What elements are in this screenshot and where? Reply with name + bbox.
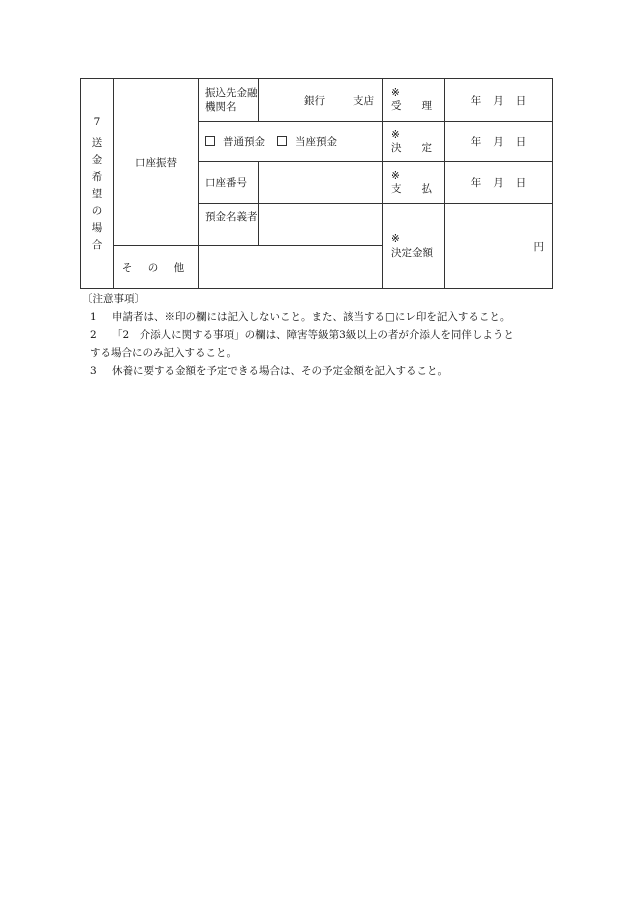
receipt-date-field: 年 月 日 bbox=[445, 79, 553, 122]
current-deposit-label: 当座預金 bbox=[295, 136, 337, 148]
other-label: そ の 他 bbox=[114, 246, 199, 289]
section-title-char: 金 bbox=[91, 153, 103, 166]
decision-date-field: 年 月 日 bbox=[445, 122, 553, 162]
account-number-field[interactable] bbox=[259, 162, 383, 204]
account-holder-field[interactable] bbox=[259, 204, 383, 246]
decided-amount-field bbox=[445, 204, 553, 289]
kome-mark: ※ bbox=[391, 233, 400, 245]
section-title-char: 場 bbox=[91, 221, 103, 234]
ordinary-deposit-label: 普通預金 bbox=[223, 136, 265, 148]
method-label: 口座振替 bbox=[114, 79, 199, 246]
bank-suffix: 銀行 bbox=[304, 94, 325, 107]
kome-mark: ※ bbox=[391, 169, 400, 182]
notes-section bbox=[82, 290, 562, 380]
notes-heading: 〔注意事項〕 bbox=[82, 293, 145, 305]
kome-mark: ※ bbox=[391, 87, 400, 99]
other-field[interactable] bbox=[199, 246, 383, 289]
kome-mark: ※ bbox=[391, 128, 400, 141]
current-deposit-checkbox[interactable] bbox=[277, 136, 287, 146]
payment-label: ※ 支 払 bbox=[383, 162, 445, 204]
decision-label: ※ 決 定 bbox=[383, 122, 445, 162]
note-item: 3 休養に要する金額を予定できる場合は、その予定金額を記入すること。 bbox=[90, 365, 448, 377]
section-number: 7 bbox=[93, 115, 101, 128]
decided-amount-label: ※ 決定金額 bbox=[383, 204, 445, 289]
account-type-options bbox=[199, 122, 383, 162]
yen-unit: 円 bbox=[533, 240, 544, 253]
branch-suffix: 支店 bbox=[353, 94, 374, 107]
payment-date-field: 年 月 日 bbox=[445, 162, 553, 204]
receipt-label: ※ 受 理 bbox=[383, 79, 445, 122]
section-title-char: 送 bbox=[91, 136, 103, 149]
note-item: 1 申請者は、※印の欄には記入しないこと。また、該当する□にレ印を記入すること。 bbox=[90, 311, 511, 323]
section-title-char: 希 bbox=[91, 170, 103, 183]
bank-name-field[interactable] bbox=[259, 79, 383, 122]
section-7-label bbox=[81, 79, 114, 289]
remittance-form-table bbox=[80, 78, 553, 289]
note-item: 2 「2 介添人に関する事項」の欄は、障害等級第3級以上の者が介添人を同伴しようと bbox=[90, 329, 514, 341]
note-item-continuation: する場合にのみ記入すること。 bbox=[90, 347, 237, 359]
section-title-char: 合 bbox=[91, 238, 103, 251]
section-title-char: 望 bbox=[91, 187, 103, 200]
ordinary-deposit-checkbox[interactable] bbox=[205, 136, 215, 146]
section-title-char: の bbox=[91, 204, 103, 217]
account-number-label: 口座番号 bbox=[199, 162, 259, 204]
bank-name-label: 振込先金融機関名 bbox=[199, 79, 259, 122]
account-holder-label: 預金名義者 bbox=[199, 204, 259, 246]
